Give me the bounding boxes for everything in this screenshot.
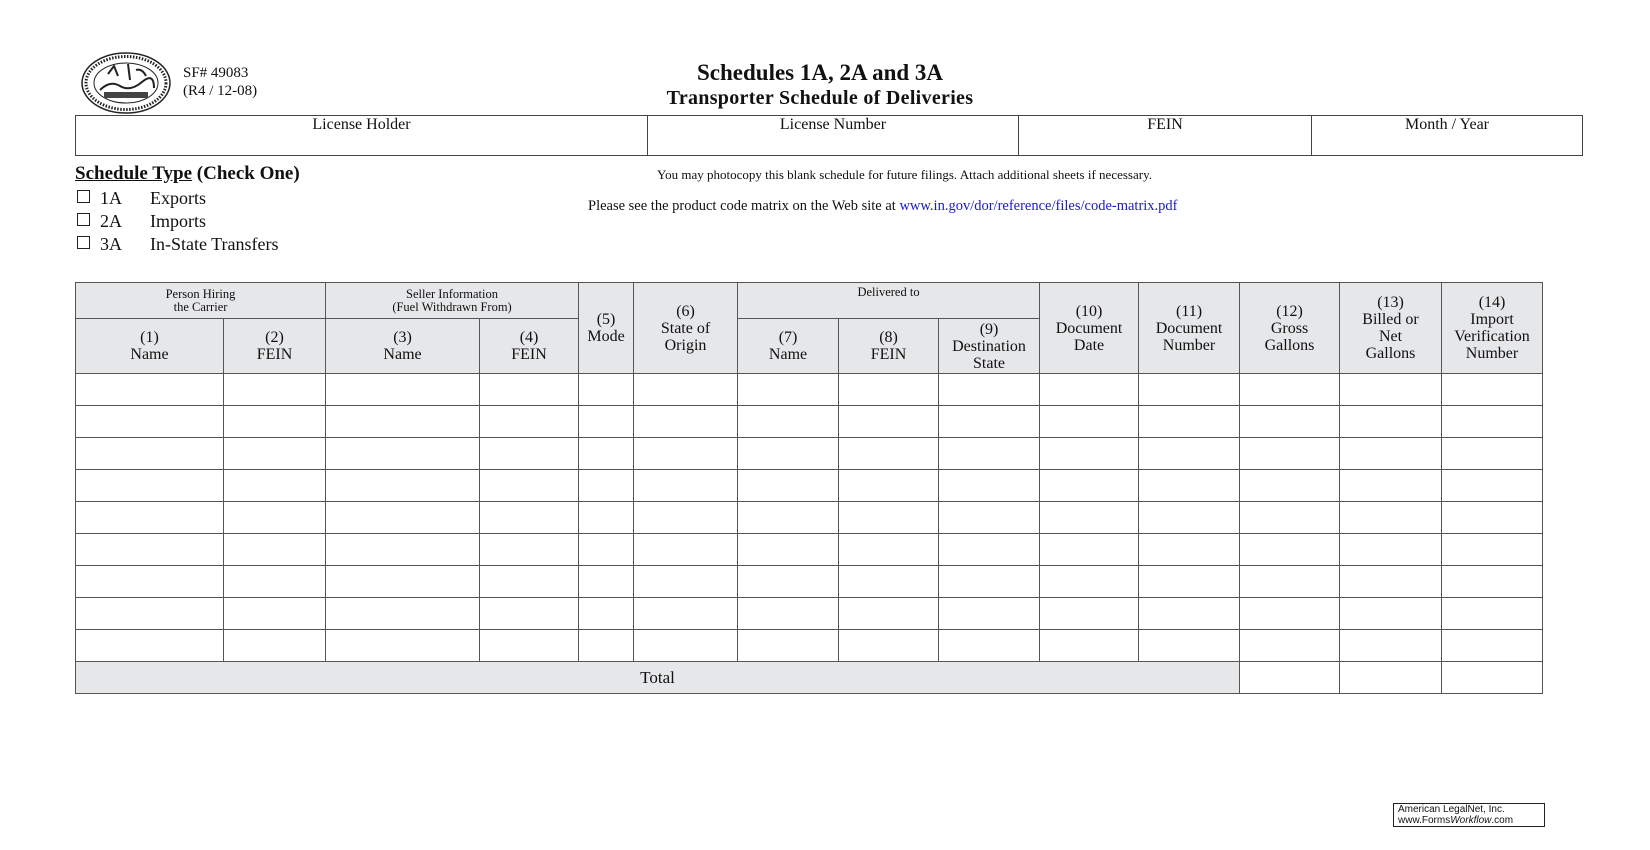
table-cell[interactable]: [1442, 566, 1543, 598]
table-cell[interactable]: [939, 534, 1040, 566]
table-cell[interactable]: [326, 502, 480, 534]
schedule-type-title: Schedule Type: [75, 163, 193, 184]
table-cell[interactable]: [738, 534, 839, 566]
table-cell[interactable]: [939, 438, 1040, 470]
table-cell[interactable]: [76, 374, 224, 406]
table-cell[interactable]: [579, 374, 634, 406]
photocopy-note: You may photocopy this blank schedule for future filings. Attach additional sheets if necessary.: [657, 167, 1152, 182]
schedule-option-1a[interactable]: [77, 188, 206, 209]
table-cell[interactable]: [579, 534, 634, 566]
table-cell[interactable]: [1442, 534, 1543, 566]
table-cell[interactable]: [326, 598, 480, 630]
group-line: (Fuel Withdrawn From): [392, 299, 512, 314]
form-subtitle: [0, 87, 1650, 110]
form-revision: (R4 / 12-08): [183, 83, 258, 99]
table-cell[interactable]: [634, 406, 738, 438]
license-holder-label: License Holder: [312, 116, 411, 133]
table-cell[interactable]: [1340, 438, 1442, 470]
col-num: (6): [676, 302, 695, 320]
checkbox-3a[interactable]: [77, 236, 90, 249]
column-header-state-of-origin: [634, 283, 738, 374]
column-header-seller-name: [326, 319, 480, 374]
table-cell[interactable]: [1040, 502, 1139, 534]
col-num: (13): [1377, 294, 1404, 311]
option-code: 1A: [100, 188, 122, 208]
table-row: [76, 438, 1543, 470]
table-cell[interactable]: [939, 374, 1040, 406]
table-cell[interactable]: [480, 502, 579, 534]
table-cell[interactable]: [579, 406, 634, 438]
table-cell[interactable]: [480, 374, 579, 406]
table-cell[interactable]: [326, 470, 480, 502]
col-num: (14): [1478, 294, 1506, 311]
table-cell[interactable]: [76, 534, 224, 566]
table-cell[interactable]: [1340, 470, 1442, 502]
table-cell[interactable]: [738, 598, 839, 630]
table-cell[interactable]: [224, 598, 326, 630]
table-cell[interactable]: [579, 470, 634, 502]
total-net-gallons-cell[interactable]: [1340, 662, 1442, 694]
option-label: Exports: [150, 188, 206, 208]
table-cell[interactable]: [224, 470, 326, 502]
table-cell[interactable]: [224, 438, 326, 470]
table-cell[interactable]: [579, 630, 634, 662]
option-label: In-State Transfers: [150, 234, 279, 254]
col-label: Import: [1470, 311, 1514, 328]
table-cell[interactable]: [326, 374, 480, 406]
table-cell[interactable]: [738, 470, 839, 502]
col-num: (2): [265, 329, 284, 346]
schedule-option-3a[interactable]: [77, 234, 279, 255]
table-cell[interactable]: [224, 534, 326, 566]
table-cell[interactable]: [634, 598, 738, 630]
group-line: Person Hiring: [165, 286, 236, 301]
table-cell[interactable]: [579, 598, 634, 630]
total-verification-cell[interactable]: [1442, 662, 1543, 694]
table-cell[interactable]: [634, 566, 738, 598]
table-cell[interactable]: [738, 406, 839, 438]
table-cell[interactable]: [326, 534, 480, 566]
seller-info-group-header: [326, 283, 579, 319]
table-cell[interactable]: [224, 566, 326, 598]
table-cell[interactable]: [1240, 374, 1340, 406]
column-header-hiring-name: [76, 319, 224, 374]
group-line: Seller Information: [406, 286, 499, 301]
website-prefix: www.Forms: [1398, 815, 1451, 826]
table-cell[interactable]: [224, 630, 326, 662]
table-cell[interactable]: [1340, 534, 1442, 566]
column-header-document-number: [1139, 283, 1240, 374]
table-cell[interactable]: [1139, 406, 1240, 438]
table-cell[interactable]: [738, 438, 839, 470]
table-row: [76, 630, 1543, 662]
col-label: Number: [1162, 336, 1216, 354]
option-label: Imports: [150, 211, 206, 231]
table-row: [76, 502, 1543, 534]
col-label: State of: [660, 319, 711, 337]
col-label: Billed or: [1362, 311, 1419, 328]
table-cell[interactable]: [1240, 566, 1340, 598]
column-header-hiring-fein: [224, 319, 326, 374]
table-cell[interactable]: [579, 566, 634, 598]
schedule-type-suffix: (Check One): [196, 163, 300, 184]
table-cell[interactable]: [939, 406, 1040, 438]
total-label: Total: [76, 662, 1240, 694]
table-cell[interactable]: [1139, 438, 1240, 470]
schedule-type-heading: [75, 163, 300, 185]
table-cell[interactable]: [1040, 438, 1139, 470]
table-cell[interactable]: [839, 598, 939, 630]
table-cell[interactable]: [1340, 406, 1442, 438]
table-cell[interactable]: [1442, 406, 1543, 438]
column-header-document-date: [1040, 283, 1139, 374]
table-cell[interactable]: [1442, 630, 1543, 662]
col-label: Destination: [952, 337, 1026, 355]
table-cell[interactable]: [1340, 374, 1442, 406]
table-cell[interactable]: [480, 470, 579, 502]
table-cell[interactable]: [1340, 598, 1442, 630]
table-cell[interactable]: [1139, 566, 1240, 598]
schedule-option-2a[interactable]: [77, 211, 206, 232]
col-label: FEIN: [511, 346, 547, 363]
table-cell[interactable]: [939, 502, 1040, 534]
table-cell[interactable]: [1442, 502, 1543, 534]
table-cell[interactable]: [839, 470, 939, 502]
table-cell[interactable]: [1240, 438, 1340, 470]
publisher-website: [1398, 815, 1544, 826]
table-cell[interactable]: [224, 374, 326, 406]
col-label: Name: [768, 346, 808, 363]
table-cell[interactable]: [738, 502, 839, 534]
website-italic: Workflow: [1450, 815, 1492, 826]
table-cell[interactable]: [634, 470, 738, 502]
table-cell[interactable]: [480, 598, 579, 630]
table-cell[interactable]: [634, 374, 738, 406]
website-suffix: .com: [1491, 815, 1514, 826]
table-row: [76, 598, 1543, 630]
table-row: [76, 374, 1543, 406]
table-cell[interactable]: [480, 566, 579, 598]
col-label: Name: [383, 346, 422, 363]
table-row: [76, 406, 1543, 438]
column-header-gross-gallons: [1240, 283, 1340, 374]
group-line: the Carrier: [173, 299, 228, 314]
form-subtitle-text: Transporter Schedule of Deliveries: [666, 87, 974, 109]
col-label: FEIN: [256, 346, 293, 363]
column-header-import-verification: [1442, 283, 1543, 374]
col-label: FEIN: [870, 346, 907, 363]
table-cell[interactable]: [480, 406, 579, 438]
table-cell[interactable]: [1139, 598, 1240, 630]
table-cell[interactable]: [1340, 502, 1442, 534]
col-num: (5): [596, 311, 616, 328]
col-num: (4): [519, 329, 539, 346]
table-cell[interactable]: [224, 406, 326, 438]
deliveries-table: [75, 282, 1543, 694]
col-label: Gallons: [1365, 345, 1416, 362]
table-cell[interactable]: [1442, 470, 1543, 502]
table-cell[interactable]: [1240, 470, 1340, 502]
col-label: Verification: [1454, 328, 1530, 345]
column-header-destination-state: [939, 319, 1040, 374]
table-cell[interactable]: [1139, 534, 1240, 566]
checkbox-1a[interactable]: [77, 190, 90, 203]
column-header-mode: [579, 283, 634, 374]
col-num: (1): [140, 329, 159, 346]
table-cell[interactable]: [634, 502, 738, 534]
table-cell[interactable]: [839, 502, 939, 534]
publisher-footer: [1393, 803, 1545, 827]
col-num: (11): [1175, 302, 1203, 320]
col-label: Gallons: [1264, 336, 1315, 354]
table-cell[interactable]: [579, 502, 634, 534]
table-cell[interactable]: [1340, 630, 1442, 662]
col-label: Date: [1073, 336, 1105, 354]
fein-field[interactable]: [1019, 116, 1312, 155]
table-cell[interactable]: [76, 470, 224, 502]
table-cell[interactable]: [480, 534, 579, 566]
table-row: [76, 566, 1543, 598]
delivered-to-group-header: Delivered to: [738, 283, 1040, 319]
total-gross-gallons-cell[interactable]: [1240, 662, 1340, 694]
col-num: (12): [1276, 302, 1303, 320]
column-header-delivered-name: [738, 319, 839, 374]
table-cell[interactable]: [1340, 566, 1442, 598]
table-cell[interactable]: [1240, 406, 1340, 438]
option-code: 2A: [100, 211, 122, 231]
form-number: SF# 49083: [183, 65, 249, 81]
license-number-field[interactable]: [648, 116, 1019, 155]
table-cell[interactable]: [738, 566, 839, 598]
table-cell[interactable]: [738, 374, 839, 406]
fein-label: FEIN: [1147, 116, 1183, 133]
table-cell[interactable]: [839, 534, 939, 566]
table-cell[interactable]: [579, 438, 634, 470]
table-row: [76, 470, 1543, 502]
month-year-label: Month / Year: [1404, 116, 1489, 133]
table-cell[interactable]: [76, 502, 224, 534]
table-cell[interactable]: [1240, 502, 1340, 534]
column-header-billed-net-gallons: [1340, 283, 1442, 374]
license-holder-field[interactable]: [76, 116, 648, 155]
table-cell[interactable]: [1240, 630, 1340, 662]
table-cell[interactable]: [738, 630, 839, 662]
table-cell[interactable]: [76, 438, 224, 470]
month-year-field[interactable]: [1312, 116, 1582, 155]
column-header-seller-fein: [480, 319, 579, 374]
col-label: Document: [1055, 319, 1123, 337]
table-row: [76, 534, 1543, 566]
table-cell[interactable]: [1040, 566, 1139, 598]
table-cell[interactable]: [480, 630, 579, 662]
col-label: State: [973, 354, 1006, 372]
table-cell[interactable]: [1442, 598, 1543, 630]
table-cell[interactable]: [1040, 598, 1139, 630]
table-cell[interactable]: [939, 630, 1040, 662]
table-cell[interactable]: [76, 406, 224, 438]
table-cell[interactable]: [839, 566, 939, 598]
code-matrix-note: [588, 198, 1178, 215]
table-cell[interactable]: [634, 438, 738, 470]
table-cell[interactable]: [839, 406, 939, 438]
publisher-name: American LegalNet, Inc.: [1398, 804, 1505, 815]
table-cell[interactable]: [1139, 374, 1240, 406]
table-cell[interactable]: [634, 534, 738, 566]
form-title: [0, 60, 1650, 86]
table-cell[interactable]: [839, 374, 939, 406]
column-header-delivered-fein: [839, 319, 939, 374]
table-cell[interactable]: [1139, 502, 1240, 534]
table-cell[interactable]: [634, 630, 738, 662]
table-cell[interactable]: [939, 598, 1040, 630]
table-cell[interactable]: [224, 502, 326, 534]
col-num: (7): [778, 329, 798, 346]
table-cell[interactable]: [1040, 406, 1139, 438]
col-num: (8): [879, 329, 898, 346]
table-cell[interactable]: [480, 438, 579, 470]
table-cell[interactable]: [1442, 374, 1543, 406]
checkbox-2a[interactable]: [77, 213, 90, 226]
col-label: Mode: [587, 328, 625, 345]
table-cell[interactable]: [1240, 598, 1340, 630]
table-cell[interactable]: [939, 566, 1040, 598]
table-cell[interactable]: [1240, 534, 1340, 566]
col-num: (9): [979, 320, 999, 338]
col-label: Document: [1155, 319, 1223, 337]
col-label: Origin: [664, 336, 707, 354]
code-matrix-link[interactable]: www.in.gov/dor/reference/files/code-matrix.pdf: [899, 198, 1178, 214]
deliveries-table-body: [76, 374, 1543, 694]
table-cell[interactable]: [839, 438, 939, 470]
col-label: Gross: [1270, 319, 1309, 337]
form-title-text: Schedules 1A, 2A and 3A: [696, 60, 944, 85]
code-matrix-prefix: Please see the product code matrix on the Web site at: [588, 198, 896, 214]
total-row: [76, 662, 1543, 694]
option-code: 3A: [100, 234, 122, 254]
col-label: Number: [1465, 345, 1519, 362]
col-label: Name: [130, 346, 169, 363]
col-num: (10): [1075, 302, 1103, 320]
table-cell[interactable]: [1040, 534, 1139, 566]
table-cell[interactable]: [1442, 438, 1543, 470]
table-cell[interactable]: [76, 598, 224, 630]
table-cell[interactable]: [939, 470, 1040, 502]
table-cell[interactable]: [326, 630, 480, 662]
table-cell[interactable]: [1139, 470, 1240, 502]
license-number-label: License Number: [779, 116, 887, 133]
table-cell[interactable]: [76, 630, 224, 662]
person-hiring-group-header: [76, 283, 326, 319]
table-cell[interactable]: [1040, 470, 1139, 502]
table-cell[interactable]: [326, 438, 480, 470]
table-cell[interactable]: [839, 630, 939, 662]
table-cell[interactable]: [326, 406, 480, 438]
license-info-row: [75, 115, 1583, 156]
table-cell[interactable]: [76, 566, 224, 598]
table-cell[interactable]: [1040, 374, 1139, 406]
col-label: Net: [1378, 328, 1403, 345]
table-cell[interactable]: [1139, 630, 1240, 662]
col-num: (3): [393, 329, 412, 346]
table-cell[interactable]: [326, 566, 480, 598]
table-cell[interactable]: [1040, 630, 1139, 662]
